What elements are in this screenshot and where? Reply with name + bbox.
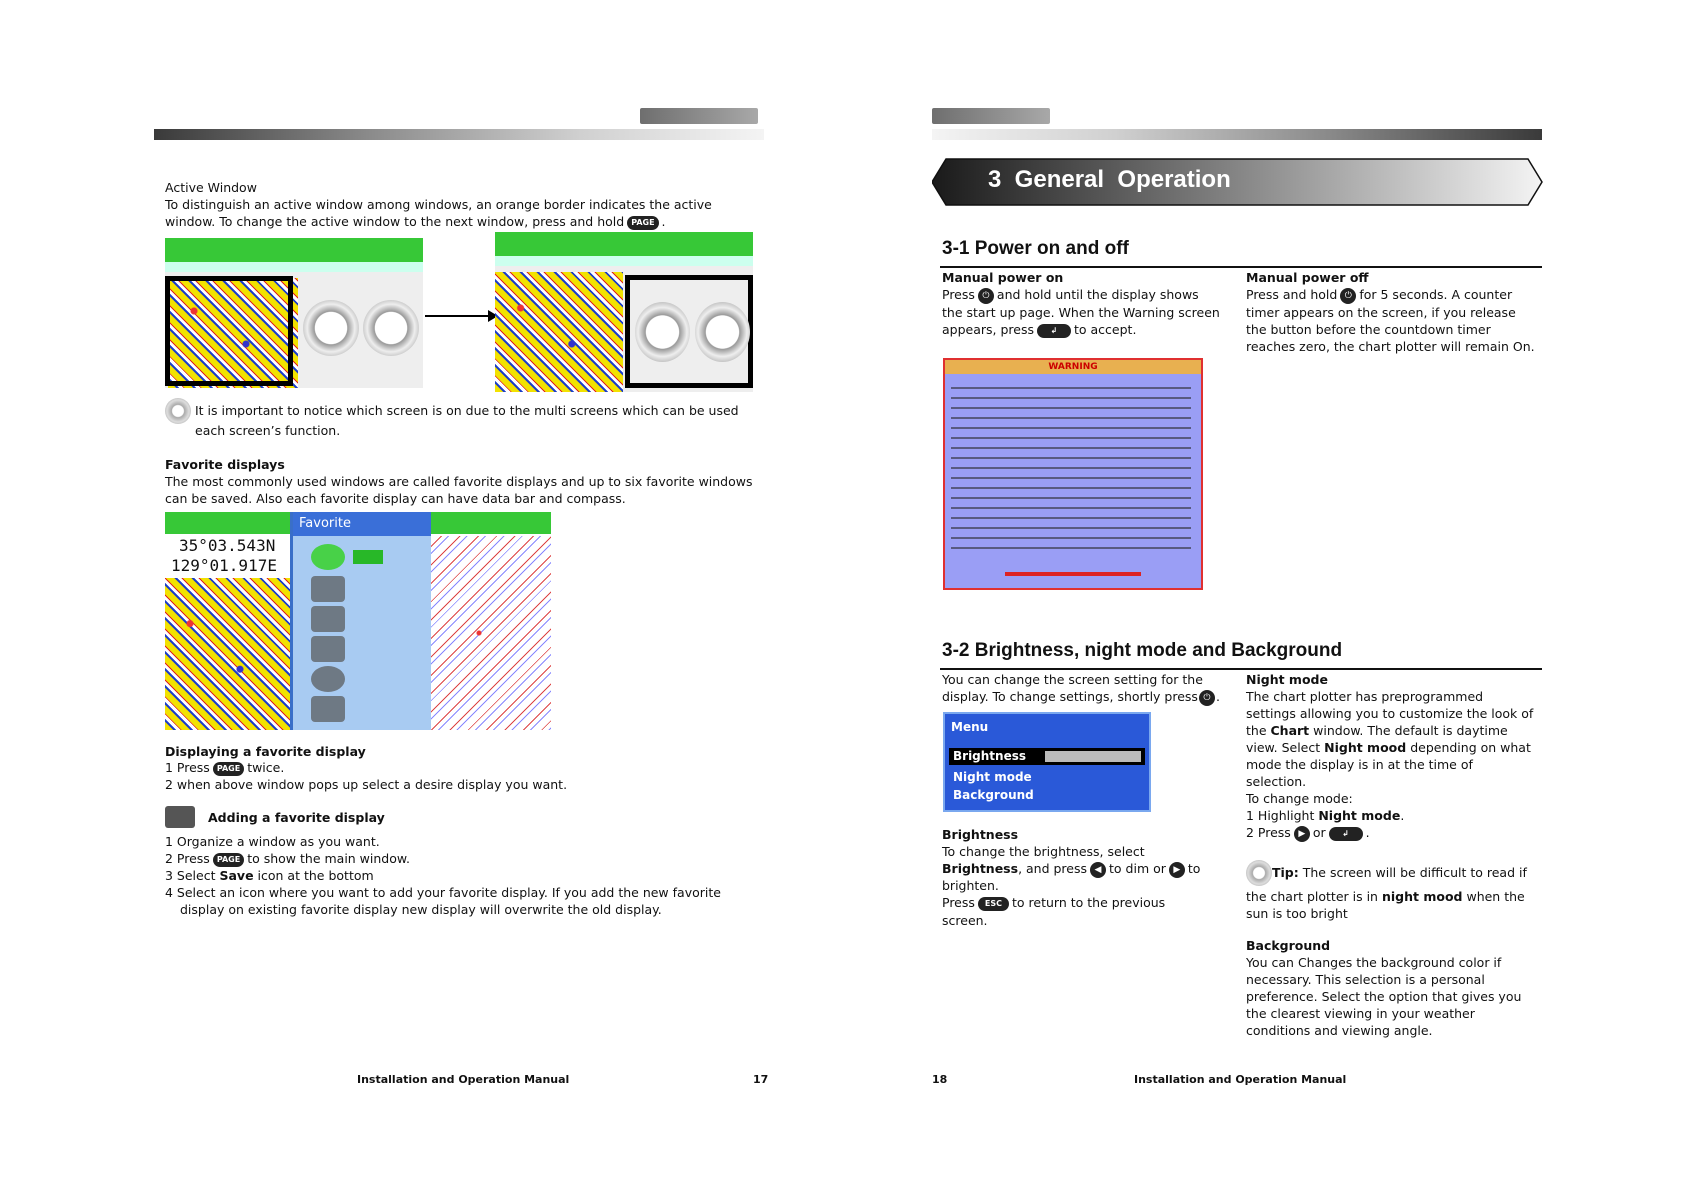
brightness-line-4: Press ESC to return to the previous	[942, 895, 1166, 910]
background-line-2: necessary. This selection is a personal	[1246, 972, 1485, 987]
background-line-4: the clearest viewing in your weather	[1246, 1006, 1475, 1021]
brand-logo	[640, 108, 758, 124]
displaying-heading: Displaying a favorite display	[165, 744, 366, 759]
right-arrow-icon: ▶	[1169, 862, 1185, 878]
favorite-heading: Favorite displays	[165, 457, 285, 472]
power-off-line-2: timer appears on the screen, if you release	[1246, 305, 1516, 320]
background-heading: Background	[1246, 938, 1331, 953]
night-mode-step-2: 2 Press ▶ or ↲ .	[1246, 825, 1370, 840]
gauge-icon	[303, 300, 359, 356]
right-arrow-icon: ▶	[1294, 826, 1310, 842]
power-icon: ⏻	[1199, 690, 1215, 706]
favorite-item-1[interactable]	[311, 544, 345, 570]
settings-menu-screen	[943, 712, 1151, 812]
section-2-title: 3-2 Brightness, night mode and Background	[942, 640, 1343, 661]
page-button-icon: PAGE	[213, 762, 244, 776]
left-footer-title: Installation and Operation Manual	[357, 1073, 570, 1086]
brightness-line-2: Brightness, and press ◀ to dim or ▶ to	[942, 861, 1201, 876]
section-2-intro-1: You can change the screen setting for the	[942, 672, 1203, 687]
adding-step-2: 2 Press PAGE to show the main window.	[165, 851, 410, 866]
warning-title: WARNING	[945, 360, 1201, 374]
night-mode-line-7: To change mode:	[1246, 791, 1353, 806]
menu-item-background[interactable]: Background	[953, 788, 1034, 802]
favorite-item-4[interactable]	[311, 636, 345, 662]
section-2-rule	[940, 668, 1542, 670]
left-arrow-icon: ◀	[1090, 862, 1106, 878]
power-off-heading: Manual power off	[1246, 270, 1369, 285]
gauge-icon	[695, 302, 750, 362]
tip-icon	[1246, 860, 1272, 886]
favorite-item-3[interactable]	[311, 606, 345, 632]
adding-step-3: 3 Select Save icon at the bottom	[165, 868, 374, 883]
night-mode-line-1: The chart plotter has preprogrammed	[1246, 689, 1484, 704]
adding-icon	[165, 806, 195, 828]
adding-step-1: 1 Organize a window as you want.	[165, 834, 380, 849]
power-off-line-1: Press and hold ⏻ for 5 seconds. A counter	[1246, 287, 1513, 302]
notice-line-2: each screen’s function.	[195, 423, 341, 438]
brand-logo	[932, 108, 1050, 124]
displaying-step-1: 1 Press PAGE twice.	[165, 760, 285, 775]
screen-after	[495, 232, 753, 392]
warning-screen	[943, 358, 1203, 590]
favorite-text-1: The most commonly used windows are called favorite displays and up to six favorite windows	[165, 474, 753, 489]
tip-line-3: sun is too bright	[1246, 906, 1348, 921]
power-on-line-2: the start up page. When the Warning screen	[942, 305, 1220, 320]
active-window-heading: Active Window	[165, 180, 257, 195]
esc-button-icon: ESC	[978, 897, 1009, 911]
favorite-menu	[290, 512, 431, 730]
section-2-intro-2: display. To change settings, shortly press ⏻ .	[942, 689, 1220, 704]
night-mode-heading: Night mode	[1246, 672, 1328, 687]
favorite-item-2[interactable]	[311, 576, 345, 602]
coord-2: 129°01.917E	[171, 556, 277, 575]
menu-item-night-mode[interactable]: Night mode	[953, 770, 1032, 784]
active-window-text-2: window. To change the active window to the next window, press and hold PAGE .	[165, 214, 666, 229]
page-button-icon: PAGE	[627, 216, 658, 230]
power-off-line-4: reaches zero, the chart plotter will remain On.	[1246, 339, 1535, 354]
night-mode-step-1: 1 Highlight Night mode.	[1246, 808, 1405, 823]
header-bar	[154, 129, 764, 140]
background-line-3: preference. Select the option that gives you	[1246, 989, 1522, 1004]
background-line-5: conditions and viewing angle.	[1246, 1023, 1433, 1038]
favorite-text-2: can be saved. Also each favorite display can have data bar and compass.	[165, 491, 626, 506]
power-on-line-3: appears, press ↲ to accept.	[942, 322, 1137, 337]
section-1-title: 3-1 Power on and off	[942, 238, 1129, 259]
page-button-icon: PAGE	[213, 853, 244, 867]
brightness-line-5: screen.	[942, 913, 988, 928]
gauge-icon	[363, 300, 419, 356]
adding-step-4-line-2: display on existing favorite display new display will overwrite the old display.	[180, 902, 662, 917]
adding-step-4-line-1: 4 Select an icon where you want to add your favorite display. If you add the new favorite	[165, 885, 721, 900]
adding-heading: Adding a favorite display	[208, 810, 385, 825]
background-line-1: You can Changes the background color if	[1246, 955, 1502, 970]
menu-title: Menu	[951, 720, 989, 734]
coord-1: 35°03.543N	[179, 536, 276, 555]
chapter-title: 3 General Operation	[988, 166, 1231, 193]
favorite-menu-title: Favorite	[293, 512, 431, 536]
enter-button-icon: ↲	[1037, 324, 1071, 338]
tip: Tip: The screen will be difficult to read if	[1246, 860, 1527, 886]
arrow-icon	[425, 315, 490, 317]
tip-icon	[165, 398, 191, 424]
night-mode-line-5: mode the display is in at the time of	[1246, 757, 1473, 772]
right-page-number: 18	[932, 1073, 948, 1086]
header-bar	[932, 129, 1542, 140]
active-window-text-1: To distinguish an active window among windows, an orange border indicates the active	[165, 197, 712, 212]
right-footer-title: Installation and Operation Manual	[1134, 1073, 1347, 1086]
left-page-number: 17	[753, 1073, 769, 1086]
power-on-heading: Manual power on	[942, 270, 1064, 285]
power-on-line-1: Press ⏻ and hold until the display shows	[942, 287, 1199, 302]
brightness-line-1: To change the brightness, select	[942, 844, 1145, 859]
section-1-rule	[940, 266, 1542, 268]
power-icon: ⏻	[978, 288, 994, 304]
night-mode-line-6: selection.	[1246, 774, 1307, 789]
brightness-heading: Brightness	[942, 827, 1019, 842]
favorite-item-6[interactable]	[311, 696, 345, 722]
brightness-line-3: brighten.	[942, 878, 999, 893]
displaying-step-2: 2 when above window pops up select a desire display you want.	[165, 777, 568, 792]
tip-line-2: the chart plotter is in night mood when the	[1246, 889, 1525, 904]
night-mode-line-4: view. Select Night mood depending on what	[1246, 740, 1531, 755]
power-off-line-3: the button before the countdown timer	[1246, 322, 1491, 337]
favorite-item-5[interactable]	[311, 666, 345, 692]
enter-button-icon: ↲	[1329, 827, 1363, 841]
gauge-icon	[635, 302, 690, 362]
favorite-screen	[165, 512, 551, 730]
night-mode-line-2: settings allowing you to customize the look of	[1246, 706, 1534, 721]
power-icon: ⏻	[1340, 288, 1356, 304]
active-border	[165, 276, 293, 386]
notice: It is important to notice which screen is on due to the multi screens which can be used	[165, 398, 739, 424]
screen-before	[165, 238, 423, 388]
night-mode-line-3: the Chart window. The default is daytime	[1246, 723, 1508, 738]
menu-item-brightness[interactable]: Brightness	[949, 748, 1145, 765]
